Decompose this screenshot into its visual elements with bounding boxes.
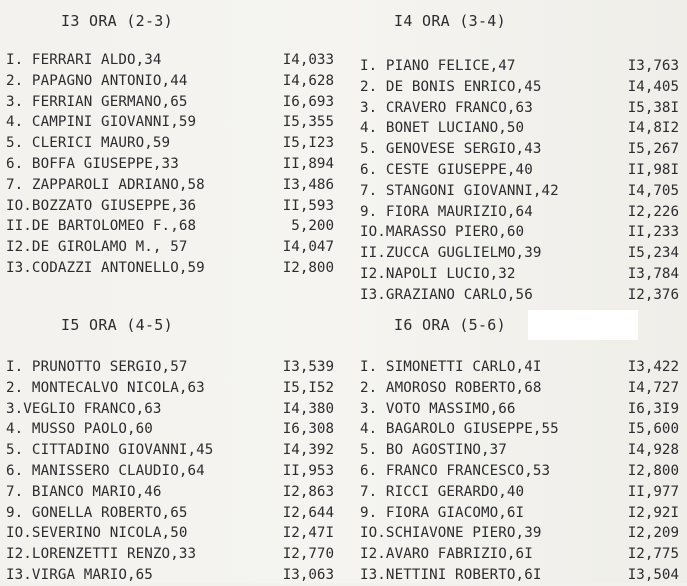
participant-name: I. SIMONETTI CARLO,4I <box>360 359 542 375</box>
participant-name: 6. CESTE GIUSEPPE,40 <box>360 161 533 178</box>
participant-score: II,98I <box>627 161 679 178</box>
participant-name: I3.CODAZZI ANTONELLO,59 <box>6 259 205 276</box>
participant-name: 2. AMOROSO ROBERTO,68 <box>360 379 542 396</box>
participant-score: I2,644 <box>282 504 334 521</box>
participant-score: I5,355 <box>282 114 334 131</box>
participant-name: IO.SCHIAVONE PIERO,39 <box>360 525 542 542</box>
section-heading: I4 ORA (3-4) <box>394 12 506 30</box>
participant-score: I6,693 <box>282 93 334 110</box>
participant-name: 9. GONELLA ROBERTO,65 <box>6 504 188 521</box>
participant-score: I4,727 <box>627 379 679 396</box>
participant-score: I4,405 <box>627 78 679 95</box>
participant-score: I3,504 <box>627 566 679 583</box>
participant-name: 3. VOTO MASSIMO,66 <box>360 400 516 417</box>
participant-name: 3.VEGLIO FRANCO,63 <box>6 400 162 417</box>
participant-score: I5,I23 <box>282 135 334 152</box>
participant-name: 2. DE BONIS ENRICO,45 <box>360 78 542 95</box>
participant-name: 7. BIANCO MARIO,46 <box>6 483 162 500</box>
section-heading: I5 ORA (4-5) <box>61 316 173 334</box>
participant-name: 7. STANGONI GIOVANNI,42 <box>360 182 559 199</box>
participant-score: I5,38I <box>627 99 679 116</box>
participant-score: I2,863 <box>282 483 334 500</box>
participant-score: II,233 <box>627 224 679 241</box>
participant-score: I4,628 <box>282 72 334 89</box>
participant-score: II,894 <box>282 155 334 172</box>
participant-score: II,593 <box>282 197 334 214</box>
participant-name: 5. CITTADINO GIOVANNI,45 <box>6 442 214 459</box>
participant-name: 3. CRAVERO FRANCO,63 <box>360 99 533 116</box>
participant-score: I5,600 <box>627 421 679 438</box>
participant-score: I6,3I9 <box>627 400 679 417</box>
participant-score: I5,234 <box>627 245 679 262</box>
section-heading: I6 ORA (5-6) <box>394 316 506 334</box>
participant-score: I5,267 <box>627 141 679 158</box>
participant-score: I2,226 <box>627 203 679 220</box>
participant-name: 4. CAMPINI GIOVANNI,59 <box>6 114 197 131</box>
participant-name: 2. MONTECALVO NICOLA,63 <box>6 379 205 396</box>
participant-name: I. PRUNOTTO SERGIO,57 <box>6 359 188 375</box>
participant-score: I2,209 <box>627 525 679 542</box>
participant-name: 3. FERRIAN GERMANO,65 <box>6 93 188 110</box>
participant-name: IO.SEVERINO NICOLA,50 <box>6 525 188 542</box>
participant-score: I3,063 <box>282 566 334 583</box>
participant-score: II,977 <box>627 483 679 500</box>
participant-name: II.ZUCCA GUGLIELMO,39 <box>360 245 542 262</box>
participant-name: IO.MARASSO PIERO,60 <box>360 224 525 241</box>
participant-name: I2.LORENZETTI RENZO,33 <box>6 546 197 563</box>
participant-name: 5. CLERICI MAURO,59 <box>6 135 171 152</box>
participant-score: I2,800 <box>627 462 679 479</box>
participant-name: 4. BAGAROLO GIUSEPPE,55 <box>360 421 559 438</box>
participant-name: 6. BOFFA GIUSEPPE,33 <box>6 155 179 172</box>
participant-score: I2,775 <box>627 546 679 563</box>
participant-score: I3,784 <box>627 265 679 282</box>
participant-name: II.DE BARTOLOMEO F.,68 <box>6 218 197 235</box>
section-heading: I3 ORA (2-3) <box>61 12 173 30</box>
participant-score: I2,47I <box>282 525 334 542</box>
participant-score: I5,I52 <box>282 379 334 396</box>
participant-score: I2,376 <box>627 286 679 303</box>
participant-score: I2,800 <box>282 259 334 276</box>
participant-name: I2.DE GIROLAMO M., 57 <box>6 239 188 256</box>
participant-score: I2,92I <box>627 504 679 521</box>
participant-score: I4,380 <box>282 400 334 417</box>
participant-score: II,953 <box>282 462 334 479</box>
participant-name: I3.GRAZIANO CARLO,56 <box>360 286 533 303</box>
participant-score: I3,422 <box>627 359 679 375</box>
participant-score: 5,200 <box>291 218 334 235</box>
participant-score: I4,705 <box>627 182 679 199</box>
participant-name: I3.VIRGA MARIO,65 <box>6 566 153 583</box>
participant-score: I4,033 <box>282 52 334 68</box>
participant-name: 7. RICCI GERARDO,40 <box>360 483 525 500</box>
participant-score: I4,8I2 <box>627 120 679 137</box>
participant-name: IO.BOZZATO GIUSEPPE,36 <box>6 197 197 214</box>
participant-name: 4. MUSSO PAOLO,60 <box>6 421 153 438</box>
participant-name: 6. FRANCO FRANCESCO,53 <box>360 462 551 479</box>
participant-name: I2.NAPOLI LUCIO,32 <box>360 265 516 282</box>
participant-score: I4,392 <box>282 442 334 459</box>
participant-name: I2.AVARO FABRIZIO,6I <box>360 546 533 563</box>
participant-name: 5. GENOVESE SERGIO,43 <box>360 141 542 158</box>
participant-name: 6. MANISSERO CLAUDIO,64 <box>6 462 205 479</box>
whiteout-patch <box>528 310 638 340</box>
participant-name: 7. ZAPPAROLI ADRIANO,58 <box>6 176 205 193</box>
participant-score: I3,763 <box>627 58 679 74</box>
participant-name: 9. FIORA GIACOMO,6I <box>360 504 525 521</box>
participant-score: I3,539 <box>282 359 334 375</box>
participant-score: I4,928 <box>627 442 679 459</box>
participant-name: 5. BO AGOSTINO,37 <box>360 442 507 459</box>
participant-name: I3.NETTINI ROBERTO,6I <box>360 566 542 583</box>
participant-name: 2. PAPAGNO ANTONIO,44 <box>6 72 188 89</box>
participant-name: I. PIANO FELICE,47 <box>360 58 516 74</box>
participant-score: I2,770 <box>282 546 334 563</box>
participant-name: 9. FIORA MAURIZIO,64 <box>360 203 533 220</box>
participant-name: I. FERRARI ALDO,34 <box>6 52 162 68</box>
participant-score: I6,308 <box>282 421 334 438</box>
participant-name: 4. BONET LUCIANO,50 <box>360 120 525 137</box>
participant-score: I3,486 <box>282 176 334 193</box>
participant-score: I4,047 <box>282 239 334 256</box>
